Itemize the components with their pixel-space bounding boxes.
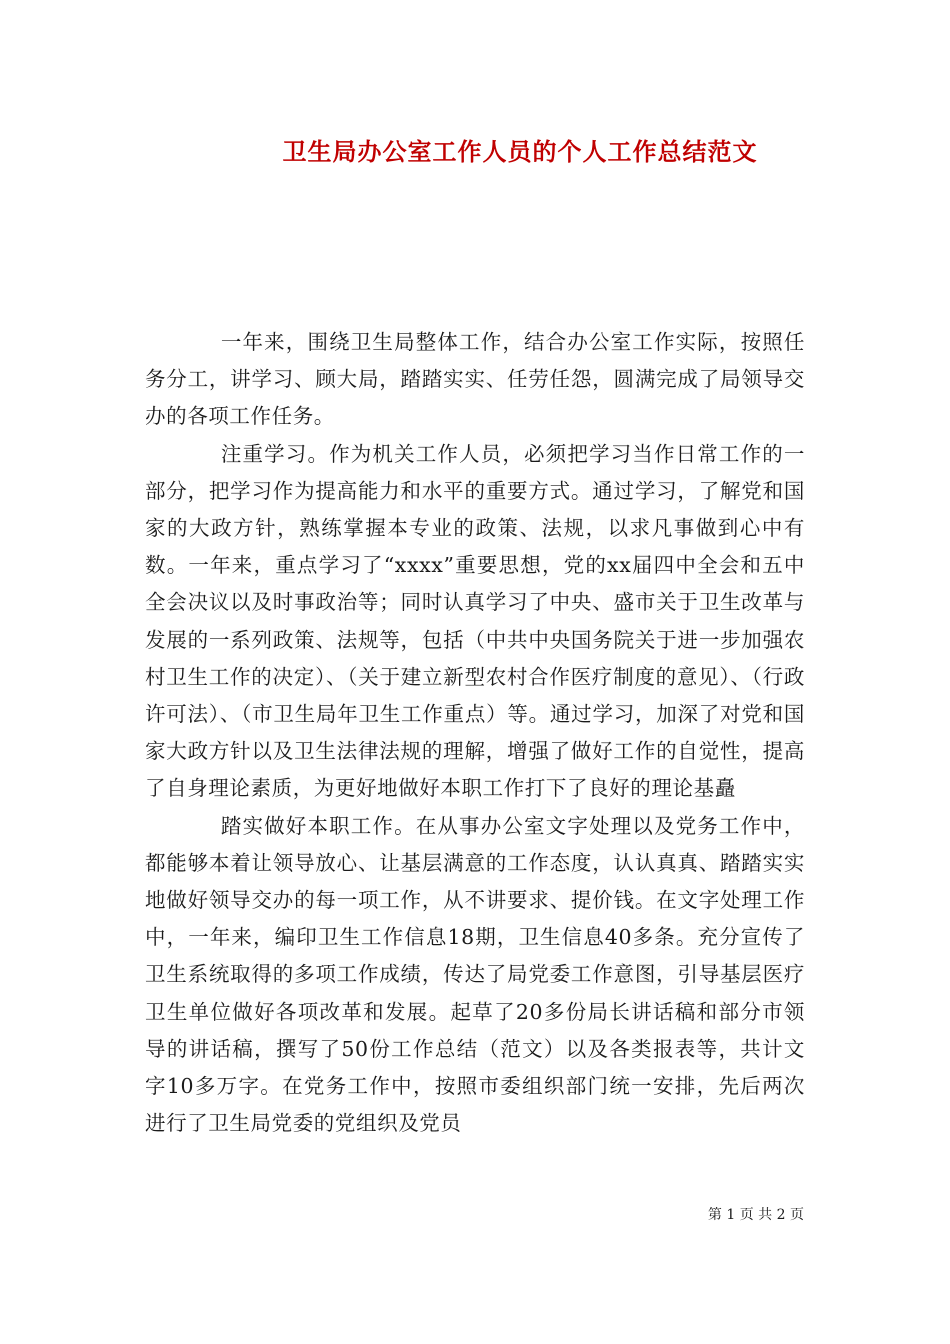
paragraph-study: 注重学习。作为机关工作人员，必须把学习当作日常工作的一部分，把学习作为提高能力和水平的重要方式。通过学习，了解党和国家的大政方针，熟练掌握本专业的政策、法规，以求凡事做到心中有数。一年来，重点学习了“xxxx”重要思想，党的xx届四中全会和五中全会决议以及时事政治等；同时认真学习了中央、盛市关于卫生改革与发展的一系列政策、法规等，包括（中共中央国务院关于进一步加强农村卫生工作的决定）、（关于建立新型农村合作医疗制度的意见）、（行政许可法）、（市卫生局年卫生工作重点）等。通过学习，加深了对党和国家大政方针以及卫生法律法规的理解，增强了做好工作的自觉性，提高了自身理论素质，为更好地做好本职工作打下了良好的理论基矗 <box>145 441 805 801</box>
paragraph-intro: 一年来，围绕卫生局整体工作，结合办公室工作实际，按照任务分工，讲学习、顾大局，踏踏实实、任劳任怨，圆满完成了局领导交办的各项工作任务。 <box>145 330 805 429</box>
document-body <box>145 324 805 1142</box>
document-title: 卫生局办公室工作人员的个人工作总结范文 <box>282 137 758 166</box>
paragraph-work: 踏实做好本职工作。在从事办公室文字处理以及党务工作中，都能够本着让领导放心、让基层满意的工作态度，认认真真、踏踏实实地做好领导交办的每一项工作，从不讲要求、提价钱。在文字处理工作中，一年来，编印卫生工作信息18期，卫生信息40多条。充分宣传了卫生系统取得的多项工作成绩，传达了局党委工作意图，引导基层医疗卫生单位做好各项改革和发展。起草了20多份局长讲话稿和部分市领导的讲话稿，撰写了50份工作总结（范文）以及各类报表等，共计文字10多万字。在党务工作中，按照市委组织部门统一安排，先后两次进行了卫生局党委的党组织及党员 <box>145 813 805 1136</box>
page-number-footer: 第 1 页 共 2 页 <box>707 1207 804 1223</box>
